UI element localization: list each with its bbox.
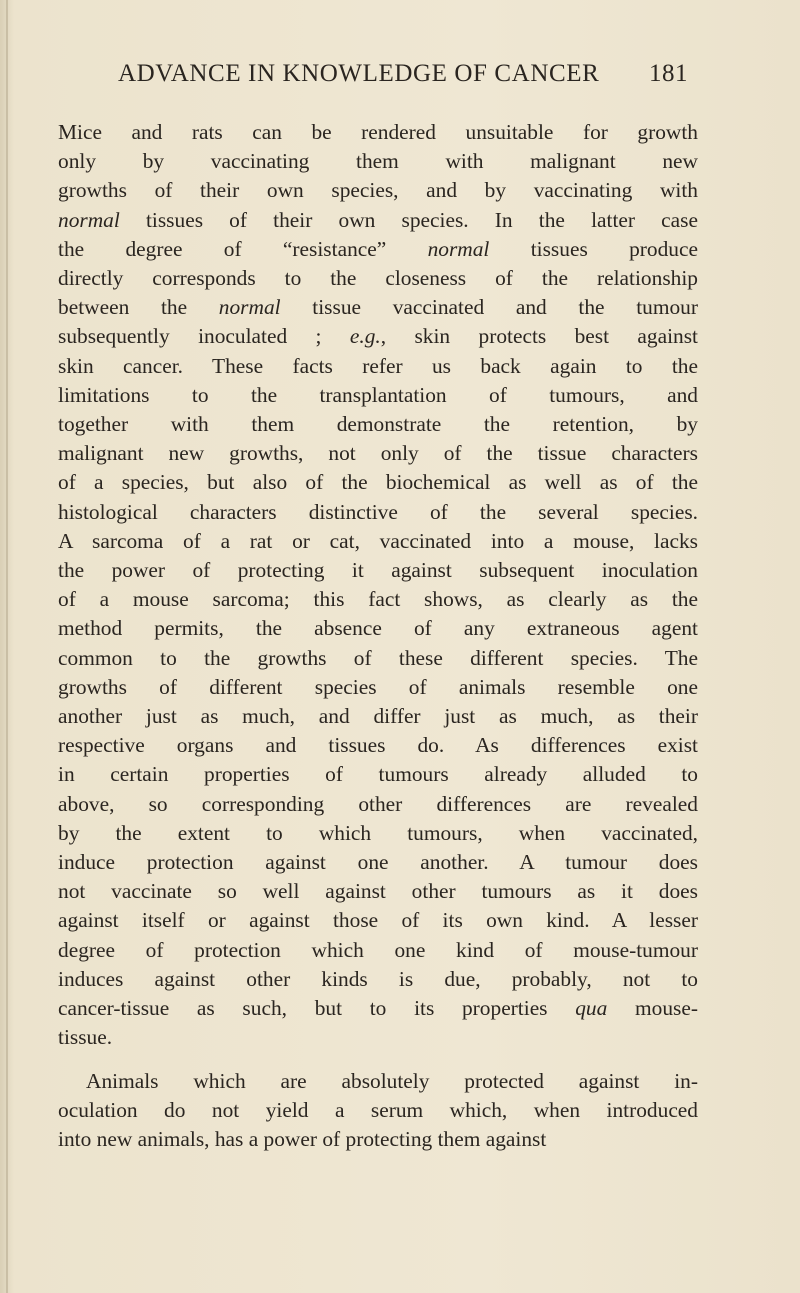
text-line: skin cancer. These facts refer us back again to the bbox=[58, 353, 698, 378]
text-line: respective organs and tissues do. As differences exist bbox=[58, 733, 698, 758]
text-line: by the extent to which tumours, when vaccinated, bbox=[58, 820, 698, 845]
text-line: not vaccinate so well against other tumours as it does bbox=[58, 879, 698, 904]
text-line: of a mouse sarcoma; this fact shows, as clearly as the bbox=[58, 587, 698, 612]
paragraph-2 bbox=[58, 1067, 698, 1155]
text-line: another just as much, and differ just as much, as their bbox=[58, 704, 698, 729]
text-line: growths of different species of animals resemble one bbox=[58, 674, 698, 699]
text-line: cancer-tissue as such, but to its properties qua mouse- bbox=[58, 996, 698, 1021]
text-line: histological characters distinctive of the several species. bbox=[58, 499, 698, 524]
text-line: common to the growths of these different species. The bbox=[58, 645, 698, 670]
text-line: degree of protection which one kind of mouse-tumour bbox=[58, 937, 698, 962]
text-line: in certain properties of tumours already alluded to bbox=[58, 762, 698, 787]
text-line: together with them demonstrate the retention, by bbox=[58, 412, 698, 437]
text-line: A sarcoma of a rat or cat, vaccinated into a mouse, lacks bbox=[58, 528, 698, 553]
text-line: Animals which are absolutely protected against in- bbox=[86, 1068, 698, 1093]
text-line: against itself or against those of its own kind. A lesser bbox=[58, 908, 698, 933]
text-line: into new animals, has a power of protecting them against bbox=[58, 1126, 547, 1151]
text-line: the degree of “resistance” normal tissues produce bbox=[58, 236, 698, 261]
text-line: Mice and rats can be rendered unsuitable for growth bbox=[58, 120, 698, 144]
page-number: 181 bbox=[649, 60, 688, 87]
body-text bbox=[58, 118, 698, 1154]
text-line: tissue. bbox=[58, 1025, 113, 1050]
text-line: the power of protecting it against subsequent inoculation bbox=[58, 558, 698, 583]
text-line: induces against other kinds is due, probably, not to bbox=[58, 966, 698, 991]
text-line: malignant new growths, not only of the tissue characters bbox=[58, 441, 698, 466]
text-line: growths of their own species, and by vaccinating with bbox=[58, 178, 698, 203]
text-line: subsequently inoculated ; e.g., skin protects best against bbox=[58, 324, 699, 349]
text-line: only by vaccinating them with malignant new bbox=[58, 149, 698, 174]
text-line: oculation do not yield a serum which, when introduced bbox=[58, 1097, 698, 1122]
paragraph-1 bbox=[58, 118, 698, 1053]
text-line: limitations to the transplantation of tumours, and bbox=[58, 382, 698, 407]
text-line: method permits, the absence of any extraneous agent bbox=[58, 616, 698, 641]
text-line: of a species, but also of the biochemical as well as of the bbox=[58, 470, 698, 495]
text-line: above, so corresponding other differences are revealed bbox=[58, 791, 698, 816]
text-line: induce protection against one another. A tumour does bbox=[58, 850, 698, 875]
running-head bbox=[118, 60, 688, 88]
text-line: normal tissues of their own species. In the latter case bbox=[58, 207, 698, 232]
binding-gutter bbox=[6, 0, 8, 1293]
text-line: directly corresponds to the closeness of the relationship bbox=[58, 266, 698, 291]
text-line: between the normal tissue vaccinated and the tumour bbox=[58, 295, 699, 320]
running-head-title: ADVANCE IN KNOWLEDGE OF CANCER bbox=[118, 60, 600, 87]
